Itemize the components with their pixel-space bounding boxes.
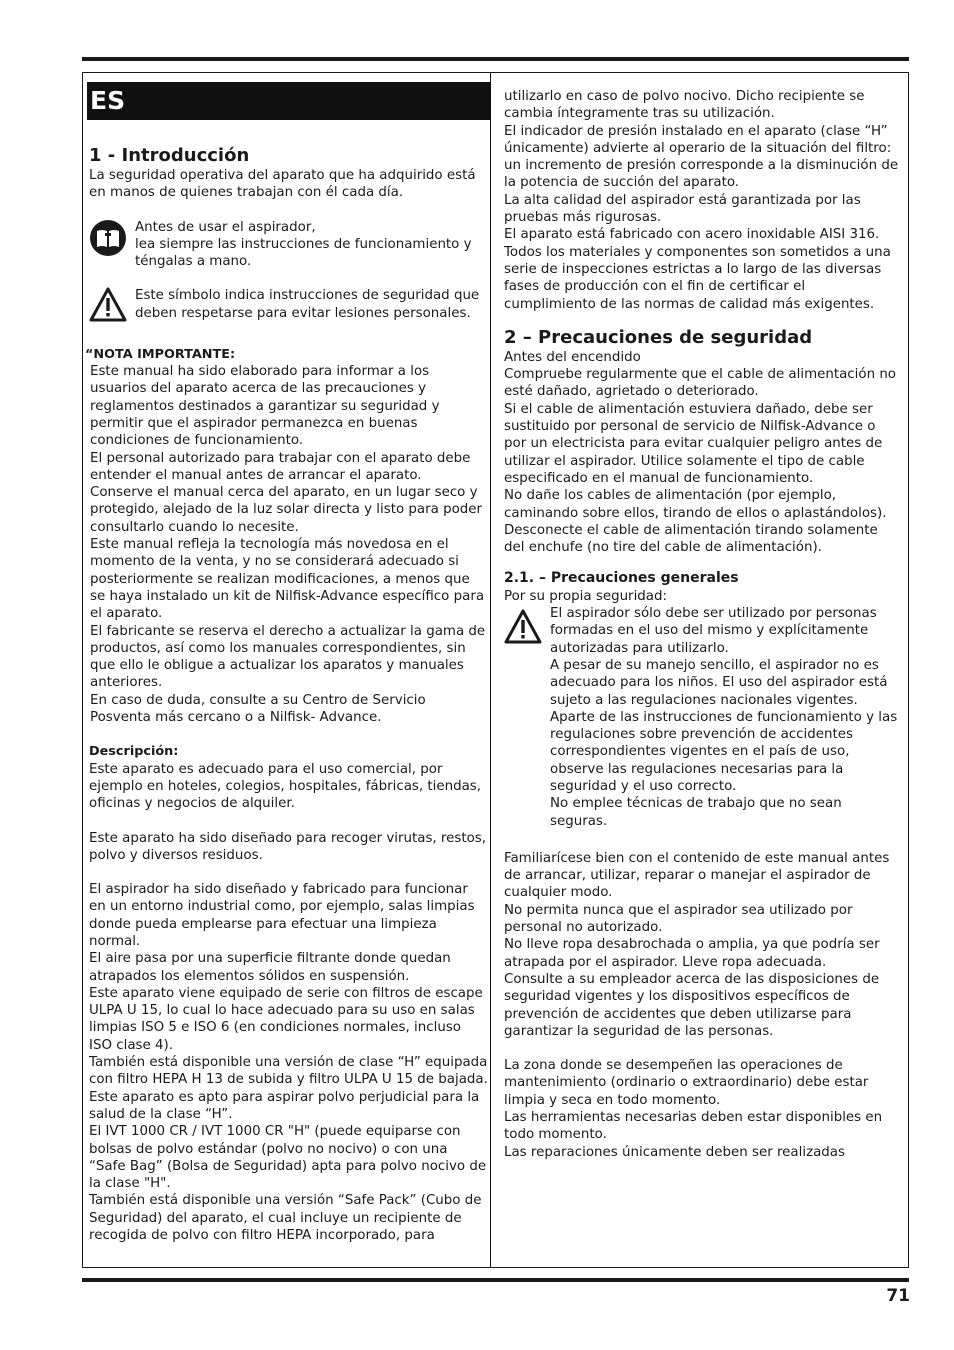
- description-paragraph: Este aparato es adecuado para el uso comercial, por ejemplo en hoteles, colegios, hospitales, fábricas, tiendas, oficinas y negocios de alquiler.: [89, 761, 482, 812]
- continued-paragraph: El aparato está fabricado con acero inoxidable AISI 316.: [504, 227, 880, 243]
- read-manual-line1: Antes de usar el aspirador,: [135, 219, 316, 235]
- note-paragraph: El fabricante se reserva el derecho a actualizar la gama de productos, así como los manuales correspondientes, sin que ello le obligue a actualizar los aparatos y manuales anteriores.: [90, 623, 486, 691]
- page-number: 71: [886, 1286, 910, 1306]
- description-paragraph: Este aparato ha sido diseñado para recoger virutas, restos, polvo y diversos residuos.: [89, 830, 487, 863]
- maintenance-paragraph: Las herramientas necesarias deben estar disponibles en todo momento.: [504, 1110, 883, 1143]
- warning-triangle-icon: [89, 287, 129, 328]
- precaution-paragraph: Antes del encendido: [504, 349, 641, 365]
- description-paragraph: También está disponible una versión “Safe Pack” (Cubo de Seguridad) del aparato, el cual incluye un recipiente de recogida de polvo con filtro HEPA incorporado, para: [89, 1193, 482, 1244]
- maintenance-paragraph: Las reparaciones únicamente deben ser realizadas: [504, 1144, 845, 1160]
- important-note-heading: “NOTA IMPORTANTE:: [85, 346, 236, 362]
- precaution-paragraph: Si el cable de alimentación estuviera dañado, debe ser sustituido por personal de servicio de Nilfisk-Advance o por un electricista para evitar cualquier peligro antes de utilizar el aspirador. Utilice solamente el tipo de cable especificado en el manual de funcionamiento.: [504, 401, 883, 486]
- maintenance-paragraph: La zona donde se desempeñen las operaciones de mantenimiento (ordinario o extraordinario) debe estar limpia y seca en todo momento.: [504, 1058, 869, 1108]
- familiarize-paragraph: Consulte a su empleador acerca de las disposiciones de seguridad vigentes y los dispositivos específicos de prevención de accidentes que deben utilizarse para garantizar la seguridad de las personas.: [504, 971, 880, 1039]
- read-manual-line2: lea siempre las instrucciones de funcionamiento y téngalas a mano.: [135, 236, 472, 270]
- intro-text: La seguridad operativa del aparato que ha adquirido está en manos de quienes trabajan con él cada día.: [89, 168, 476, 201]
- intro-heading: 1 - Introducción: [89, 145, 250, 166]
- precaution-paragraph: No dañe los cables de alimentación (por ejemplo, caminando sobre ellos, tirando de ellos o aplastándolos).: [504, 488, 887, 521]
- read-manual-icon: [89, 219, 129, 262]
- bottom-rule: [82, 1278, 909, 1282]
- warning-triangle-icon: [504, 609, 544, 650]
- column-divider: [490, 72, 491, 1268]
- general-warning-paragraph: El aspirador sólo debe ser utilizado por personas formadas en el uso del mismo y explícitamente autorizadas para utilizarlo.: [550, 606, 877, 656]
- description-paragraph: Este aparato viene equipado de serie con filtros de escape ULPA U 15, lo cual lo hace adecuado para su uso en salas limpias ISO 5 e ISO 6 (en condiciones normales, incluso ISO clase 4).: [89, 985, 483, 1053]
- right-column: [504, 88, 900, 1161]
- note-paragraph: Conserve el manual cerca del aparato, en un lugar seco y protegido, alejado de la luz solar directa y listo para poder consultarlo cuando lo necesite.: [90, 485, 483, 535]
- continued-paragraph: utilizarlo en caso de polvo nocivo. Dicho recipiente se cambia íntegramente tras su utilización.: [504, 89, 865, 122]
- continued-paragraph: La alta calidad del aspirador está garantizada por las pruebas más rigurosas.: [504, 192, 861, 226]
- familiarize-paragraph: No lleve ropa desabrochada o amplia, ya que podría ser atrapada por el aspirador. Lleve ropa adecuada.: [504, 937, 880, 970]
- note-paragraph: El personal autorizado para trabajar con el aparato debe entender el manual antes de arrancar el aparato.: [90, 450, 471, 483]
- description-paragraph: El aire pasa por una superficie filtrante donde quedan atrapados los elementos sólidos en suspensión.: [89, 951, 451, 984]
- precaution-paragraph: Compruebe regularmente que el cable de alimentación no esté dañado, agrietado o deteriorado.: [504, 367, 897, 400]
- note-paragraph: En caso de duda, consulte a su Centro de Servicio Posventa más cercano o a Nilfisk- Advance.: [90, 692, 426, 726]
- note-paragraph: Este manual refleja la tecnología más novedosa en el momento de la venta, y no se considerará adecuado si posteriormente se realizan modificaciones, a menos que se haya instalado un kit de Nilfisk-Advance específico para el aparato.: [90, 537, 485, 622]
- safety-precautions-heading: 2 – Precauciones de seguridad: [504, 326, 813, 348]
- continued-paragraph: El indicador de presión instalado en el aparato (clase “H” únicamente) advierte al operario de la situación del filtro: un incremento de presión corresponde a la disminución de la potencia de succión del aparato.: [504, 123, 899, 191]
- description-paragraph: El IVT 1000 CR / IVT 1000 CR "H" (puede equiparse con bolsas de polvo estándar (polvo no nocivo) o con una “Safe Bag” (Bolsa de Seguridad) apta para polvo nocivo de la clase "H".: [89, 1124, 487, 1192]
- general-intro: Por su propia seguridad:: [504, 588, 668, 604]
- general-precautions-heading: 2.1. – Precauciones generales: [504, 570, 739, 587]
- continued-paragraph: Todos los materiales y componentes son sometidos a una serie de inspecciones estrictas a lo largo de las diversas fases de producción con el fin de certificar el cumplimiento de las normas de calidad más exigentes.: [504, 244, 891, 312]
- language-bar: ES: [87, 82, 491, 120]
- left-column: [85, 145, 488, 1244]
- note-paragraph: Este manual ha sido elaborado para informar a los usuarios del aparato acerca de las precauciones y reglamentos destinados a garantizar su seguridad y permitir que el aspirador permanezca en buenas condiciones de funcionamiento.: [90, 364, 440, 449]
- familiarize-paragraph: Familiarícese bien con el contenido de este manual antes de arrancar, utilizar, reparar o manejar el aspirador de cualquier modo.: [504, 850, 890, 901]
- top-rule: [82, 57, 909, 61]
- precaution-paragraph: Desconecte el cable de alimentación tirando solamente del enchufe (no tire del cable de alimentación).: [504, 522, 878, 556]
- description-heading: Descripción:: [89, 744, 179, 760]
- read-manual-note: [89, 219, 488, 271]
- general-warning-block: [504, 605, 900, 830]
- safety-symbol-note: [89, 287, 488, 328]
- general-warning-paragraph: A pesar de su manejo sencillo, el aspirador no es adecuado para los niños. El uso del aspirador está sujeto a las regulaciones nacionales vigentes. Aparte de las instrucciones de funcionamiento y las regulaciones sobre prevención de accidentes correspondientes vigentes en el país de uso, observe las regulaciones necesarias para la seguridad y el uso correcto.: [550, 657, 898, 794]
- safety-symbol-text: Este símbolo indica instrucciones de seguridad que deben respetarse para evitar lesiones personales.: [135, 288, 480, 321]
- familiarize-paragraph: No permita nunca que el aspirador sea utilizado por personal no autorizado.: [504, 902, 853, 936]
- general-warning-paragraph: No emplee técnicas de trabajo que no sean seguras.: [550, 796, 842, 829]
- description-paragraph: El aspirador ha sido diseñado y fabricado para funcionar en un entorno industrial como, por ejemplo, salas limpias donde pueda emplearse para efectuar una limpieza normal.: [89, 882, 475, 949]
- description-paragraph: También está disponible una versión de clase “H” equipada con filtro HEPA H 13 de subida y filtro ULPA U 15 de bajada. Este aparato es apto para aspirar polvo perjudicial para la salud de la clase “H”.: [89, 1055, 488, 1122]
